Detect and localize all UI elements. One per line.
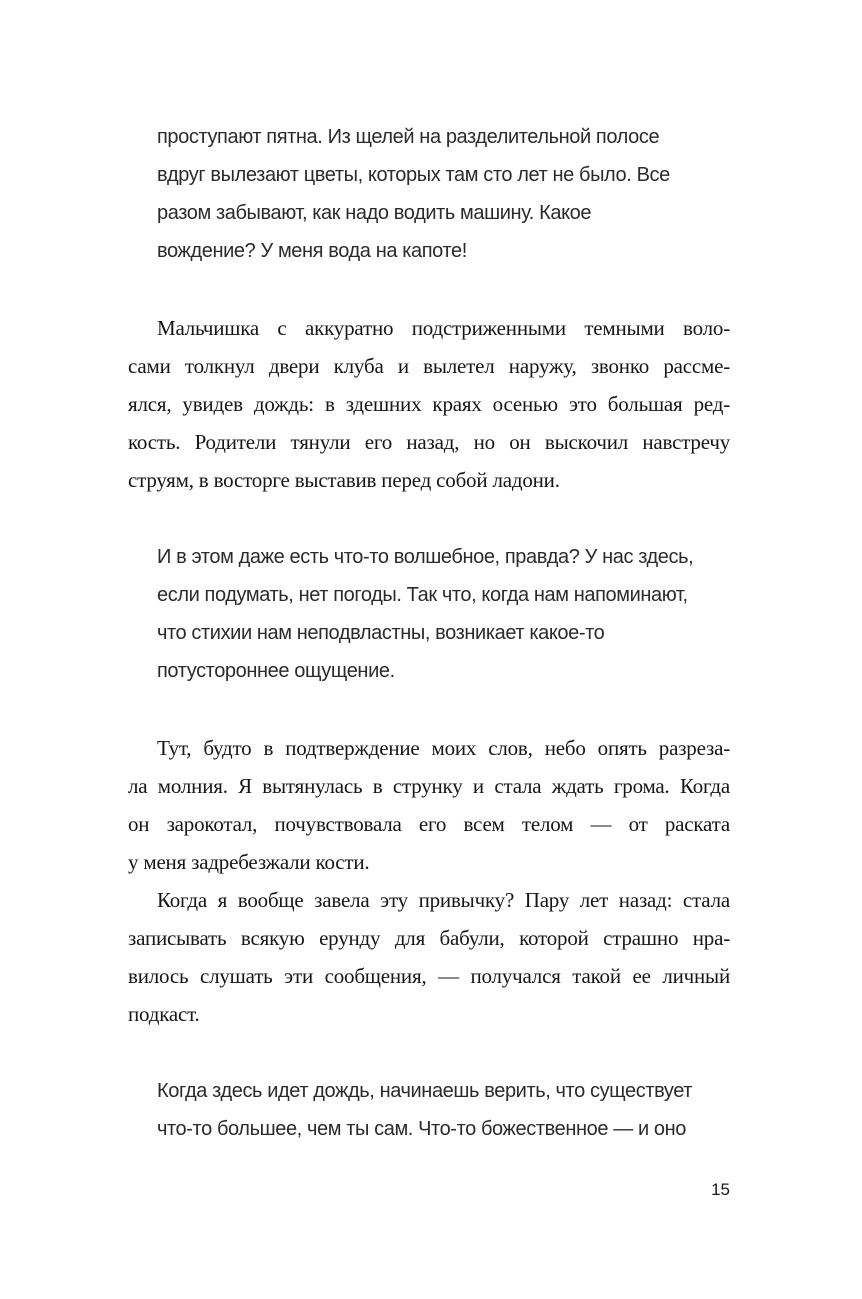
body-block bbox=[128, 729, 730, 1033]
body-paragraph bbox=[128, 881, 730, 1033]
quote-line: Когда здесь идет дождь, начинаешь верить, что существует bbox=[157, 1080, 693, 1102]
body-line: у меня задребезжали кости. bbox=[128, 850, 370, 874]
body-line: сами толкнул двери клуба и вылетел наружу, звонко рассме- bbox=[128, 354, 730, 378]
body-line: записывать всякую ерунду для бабули, которой страшно нра- bbox=[128, 926, 730, 950]
body-line: Тут, будто в подтверждение моих слов, небо опять разреза- bbox=[157, 736, 730, 760]
body-paragraph bbox=[128, 729, 730, 881]
quote-line: потустороннее ощущение. bbox=[157, 660, 395, 682]
body-line: ялся, увидев дождь: в здешних краях осенью это большая ред- bbox=[128, 392, 730, 416]
quote-line: разом забывают, как надо водить машину. Какое bbox=[157, 202, 592, 224]
quote-block bbox=[157, 118, 730, 270]
quote-line: И в этом даже есть что-то волшебное, правда? У нас здесь, bbox=[157, 546, 694, 568]
quote-block bbox=[157, 1072, 730, 1148]
body-line: он зарокотал, почувствовала его всем телом — от раската bbox=[128, 812, 730, 836]
body-line: Когда я вообще завела эту привычку? Пару лет назад: стала bbox=[157, 888, 730, 912]
body-line: струям, в восторге выставив перед собой ладони. bbox=[128, 468, 560, 492]
body-paragraph bbox=[128, 309, 730, 499]
quote-line: вдруг вылезают цветы, которых там сто лет не было. Все bbox=[157, 164, 670, 186]
body-line: ла молния. Я вытянулась в струнку и стала ждать грома. Когда bbox=[128, 774, 730, 798]
body-line: подкаст. bbox=[128, 1002, 200, 1026]
page-content bbox=[128, 118, 730, 1148]
quote-block bbox=[157, 538, 730, 690]
body-line: вилось слушать эти сообщения, — получался такой ее личный bbox=[128, 964, 730, 988]
quote-line: проступают пятна. Из щелей на разделительной полосе bbox=[157, 126, 660, 148]
quote-line: если подумать, нет погоды. Так что, когда нам напоминают, bbox=[157, 584, 688, 606]
quote-line: что-то большее, чем ты сам. Что-то божественное — и оно bbox=[157, 1118, 686, 1140]
body-block bbox=[128, 309, 730, 499]
page-number: 15 bbox=[711, 1180, 730, 1199]
quote-line: вождение? У меня вода на капоте! bbox=[157, 240, 467, 262]
body-line: Мальчишка с аккуратно подстриженными темными воло- bbox=[157, 316, 730, 340]
body-line: кость. Родители тянули его назад, но он выскочил навстречу bbox=[128, 430, 730, 454]
quote-line: что стихии нам неподвластны, возникает какое-то bbox=[157, 622, 605, 644]
